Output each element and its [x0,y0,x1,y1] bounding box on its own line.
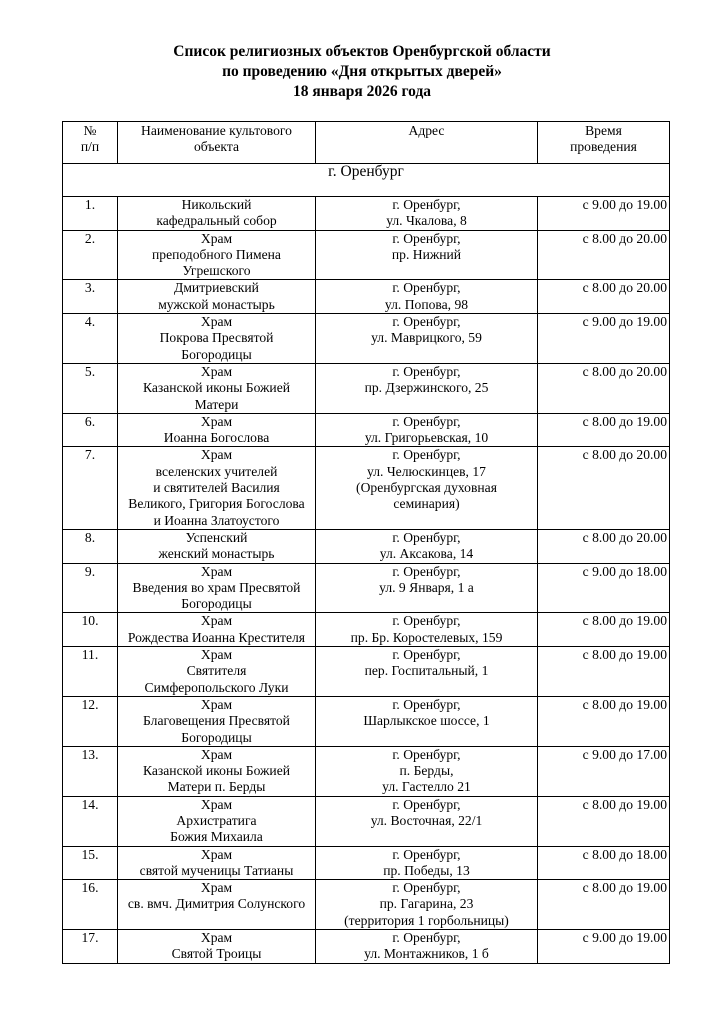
row-number: 3. [63,280,118,314]
opening-time: с 9.00 до 18.00 [538,563,670,613]
object-address-line: (Оренбургская духовная [356,480,497,496]
table-row [63,796,670,846]
object-name-line: Матери [194,396,239,412]
object-address-line: г. Оренбург, [392,197,461,212]
object-address [316,280,538,314]
object-address-line: г. Оренбург, [392,880,461,896]
object-name-line: Храм [200,746,233,762]
object-name-line: Храм [200,796,233,812]
opening-time: с 9.00 до 19.00 [538,197,670,231]
object-name-line: мужской монастырь [158,296,275,312]
object-address-line: г. Оренбург, [392,796,461,812]
object-name-line: Храм [200,363,233,379]
object-name-line: Храм [200,696,233,712]
document-title [0,42,724,102]
object-name-line: Храм [200,230,233,246]
row-number: 8. [63,529,118,563]
object-name-line: Богородицы [181,596,252,612]
object-address-line: пр. Гагарина, 23 [379,896,474,912]
row-number: 13. [63,746,118,796]
object-name-line: Иоанна Богослова [163,430,270,446]
object-name [118,363,316,413]
object-address-line: ул. 9 Января, 1 а [379,579,474,595]
object-address-line: г. Оренбург, [392,230,461,246]
object-name [118,796,316,846]
object-name [118,563,316,613]
object-address-line: п. Берды, [399,763,454,779]
opening-time: с 8.00 до 20.00 [538,447,670,529]
object-name-line: святой мученицы Татианы [139,862,294,878]
header-time-line: Время [585,123,622,138]
object-name-line: Храм [200,563,233,579]
object-address-line: г. Оренбург, [392,529,461,545]
opening-time: с 8.00 до 19.00 [538,796,670,846]
title-line-3: 18 января 2026 года [292,83,432,100]
object-address [316,696,538,746]
header-num [63,122,118,164]
object-address-line: ул. Гастелло 21 [382,779,471,795]
table-row [63,363,670,413]
object-name-line: Храм [200,846,233,862]
opening-time: с 8.00 до 20.00 [538,529,670,563]
header-name [118,122,316,164]
table-row [63,529,670,563]
object-address [316,563,538,613]
object-address-line: ул. Монтажников, 1 б [364,946,489,962]
object-address [316,363,538,413]
object-name [118,746,316,796]
table-row [63,746,670,796]
object-address-line: ул. Восточная, 22/1 [370,812,483,828]
object-address-line: пр. Победы, 13 [383,862,470,878]
object-name-line: и святителей Василия [153,480,280,496]
header-num-line: № [83,123,97,138]
object-address-line: ул. Маврицкого, 59 [371,330,482,346]
header-time-line: проведения [570,139,637,155]
object-name-line: Храм [200,314,233,330]
row-number: 11. [63,647,118,697]
object-address-line: г. Оренбург, [392,280,461,296]
table-row [63,613,670,647]
object-name-line: вселенских учителей [155,463,278,479]
row-number: 7. [63,447,118,529]
object-address [316,314,538,364]
object-name-line: Архистратига [176,812,257,828]
object-address-line: г. Оренбург, [392,613,461,629]
header-address [316,122,538,164]
object-address [316,647,538,697]
table-row [63,696,670,746]
object-address-line: г. Оренбург, [392,647,461,663]
religious-objects-table [62,121,670,964]
object-name-line: Святителя [186,663,247,679]
table-body [63,164,670,964]
table-header-row [63,122,670,164]
table-row [63,230,670,280]
object-address [316,447,538,529]
object-name [118,413,316,447]
object-name-line: Благовещения Пресвятой [143,713,290,729]
row-number: 1. [63,197,118,231]
object-name [118,613,316,647]
object-name-line: Храм [200,647,233,663]
opening-time: с 8.00 до 20.00 [538,280,670,314]
city-name: г. Оренбург [63,164,670,197]
row-number: 14. [63,796,118,846]
object-address [316,746,538,796]
object-address [316,846,538,880]
object-name-line: Никольский [181,197,252,212]
object-address-line: ул. Попова, 98 [384,296,469,312]
object-name-line: Покрова Пресвятой [159,330,274,346]
object-name [118,230,316,280]
object-address-line: г. Оренбург, [392,314,461,330]
object-address [316,880,538,930]
object-name-line: Симферопольского Луки [144,679,289,695]
header-address-line: Адрес [408,123,445,138]
object-address-line: г. Оренбург, [392,746,461,762]
object-name-line: Храм [200,413,233,429]
object-name-line: св. вмч. Димитрия Солунского [127,896,306,912]
object-name-line: кафедральный собор [156,213,277,229]
object-name-line: Казанской иконы Божией [142,763,291,779]
object-name-line: Рождества Иоанна Крестителя [127,629,306,645]
object-name-line: женский монастырь [158,546,275,562]
table-row [63,880,670,930]
object-name [118,930,316,964]
object-address-line: ул. Григорьевская, 10 [364,430,489,446]
row-number: 17. [63,930,118,964]
object-address-line: г. Оренбург, [392,363,461,379]
opening-time: с 9.00 до 19.00 [538,314,670,364]
row-number: 2. [63,230,118,280]
object-address-line: г. Оренбург, [392,930,461,946]
object-address-line: г. Оренбург, [392,563,461,579]
header-name-line: Наименование культового [141,123,292,138]
table-row [63,930,670,964]
opening-time: с 8.00 до 19.00 [538,880,670,930]
object-name-line: Богородицы [181,346,252,362]
table-row [63,314,670,364]
object-address-line: (территория 1 горбольницы) [344,912,509,928]
object-address [316,413,538,447]
opening-time: с 8.00 до 18.00 [538,846,670,880]
table-row [63,846,670,880]
object-name [118,197,316,231]
object-address-line: г. Оренбург, [392,696,461,712]
opening-time: с 8.00 до 20.00 [538,230,670,280]
object-name-line: Храм [200,930,233,946]
object-address [316,197,538,231]
opening-time: с 8.00 до 19.00 [538,613,670,647]
row-number: 6. [63,413,118,447]
table-row [63,563,670,613]
row-number: 5. [63,363,118,413]
object-address [316,230,538,280]
row-number: 16. [63,880,118,930]
row-number: 9. [63,563,118,613]
table-row [63,413,670,447]
object-name-line: Божия Михаила [170,829,263,845]
object-address-line: пр. Бр. Коростелевых, 159 [350,629,503,645]
object-address [316,796,538,846]
table-row [63,647,670,697]
object-address-line: ул. Чкалова, 8 [386,213,467,229]
object-name-line: Успенский [185,529,248,545]
object-name-line: Казанской иконы Божией [142,380,291,396]
header-num-line: п/п [80,139,100,155]
object-name-line: Святой Троицы [171,946,262,962]
object-name-line: преподобного Пимена [152,246,281,262]
opening-time: с 8.00 до 19.00 [538,647,670,697]
object-name-line: и Иоанна Златоустого [153,512,280,528]
object-address-line: ул. Аксакова, 14 [379,546,474,562]
object-name [118,647,316,697]
row-number: 12. [63,696,118,746]
object-name-line: Храм [200,447,233,463]
object-name-line: Матери п. Берды [167,779,266,795]
object-address-line: г. Оренбург, [392,846,461,862]
object-address-line: ул. Челюскинцев, 17 [367,463,486,479]
opening-time: с 8.00 до 19.00 [538,413,670,447]
opening-time: с 8.00 до 19.00 [538,696,670,746]
object-address-line: Шарлыкское шоссе, 1 [363,713,490,729]
object-name [118,846,316,880]
object-name [118,314,316,364]
row-number: 15. [63,846,118,880]
opening-time: с 9.00 до 19.00 [538,930,670,964]
table-row [63,447,670,529]
object-name [118,529,316,563]
object-name-line: Богородицы [181,729,252,745]
city-row [63,164,670,197]
object-name-line: Храм [200,880,233,896]
table-row [63,280,670,314]
object-address [316,529,538,563]
object-address-line: г. Оренбург, [392,447,461,463]
opening-time: с 9.00 до 17.00 [538,746,670,796]
object-name-line: Дмитриевский [174,280,259,296]
object-address-line: семинария) [393,496,460,512]
object-name-line: Введения во храм Пресвятой [132,579,301,595]
header-name-line: объекта [193,139,239,155]
row-number: 10. [63,613,118,647]
opening-time: с 8.00 до 20.00 [538,363,670,413]
object-address [316,613,538,647]
row-number: 4. [63,314,118,364]
object-name-line: Угрешского [182,263,251,279]
header-time [538,122,670,164]
object-address [316,930,538,964]
title-line-1: Список религиозных объектов Оренбургской области [173,43,551,60]
object-name [118,280,316,314]
object-address-line: пр. Нижний [391,246,462,262]
table-row [63,197,670,231]
object-address-line: пр. Дзержинского, 25 [364,380,489,396]
object-name-line: Храм [200,613,233,629]
object-name-line: Великого, Григория Богослова [128,496,305,512]
object-name [118,447,316,529]
object-address-line: г. Оренбург, [392,413,461,429]
title-line-2: по проведению «Дня открытых дверей» [222,63,502,80]
object-address-line: пер. Госпитальный, 1 [364,663,489,679]
object-name [118,696,316,746]
object-name [118,880,316,930]
